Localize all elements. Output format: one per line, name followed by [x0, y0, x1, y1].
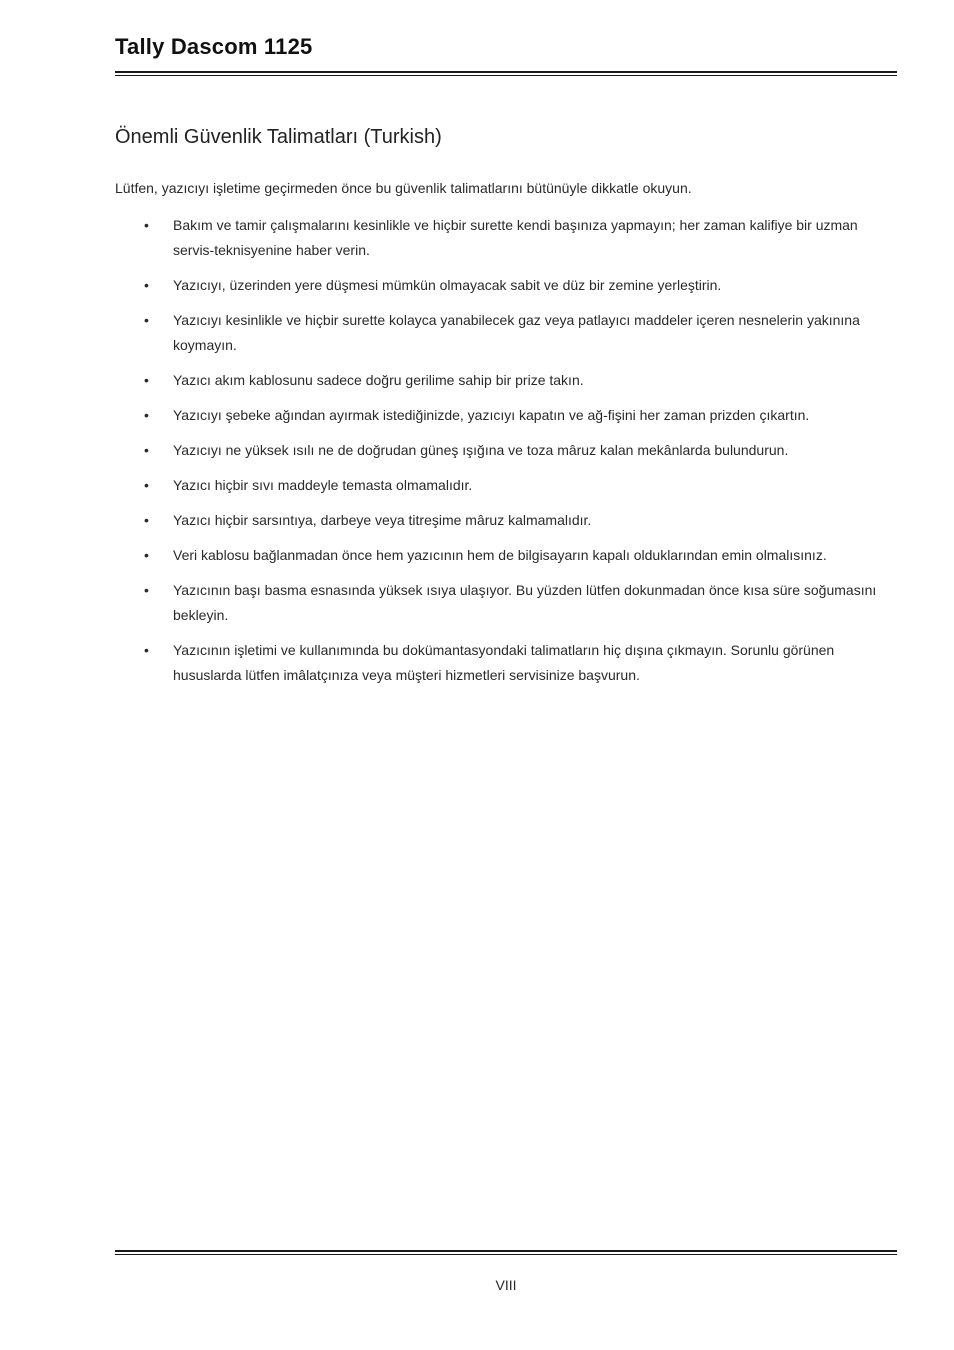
list-item — [0, 543, 890, 568]
list-item-text: Yazıcının işletimi ve kullanımında bu dokümantasyondaki talimatların hiç dışına çıkmayın. Sorunlu görünen hususlarda lütfen imâlatçınıza veya müşteri hizmetleri servisinize başvurun. — [173, 642, 835, 683]
list-item — [0, 213, 890, 263]
page-number: VIII — [495, 1277, 517, 1293]
bullet-icon: • — [144, 407, 149, 423]
document-title: Tally Dascom 1125 — [115, 34, 313, 59]
bullet-icon: • — [144, 372, 149, 388]
list-item — [0, 638, 890, 688]
list-item-text: Yazıcıyı, üzerinden yere düşmesi mümkün olmayacak sabit ve düz bir zemine yerleştirin. — [173, 277, 722, 293]
list-item — [0, 438, 890, 463]
list-item-text: Bakım ve tamir çalışmalarını kesinlikle ve hiçbir surette kendi başınıza yapmayın; her zaman kalifiye bir uzman servis-teknisyenine haber verin. — [173, 217, 858, 258]
section-heading: Önemli Güvenlik Talimatları (Turkish) — [115, 126, 442, 148]
bullet-icon: • — [144, 442, 149, 458]
footer-rule-top — [115, 1250, 897, 1252]
bullet-icon: • — [144, 312, 149, 328]
list-item-text: Yazıcıyı ne yüksek ısılı ne de doğrudan güneş ışığına ve toza mâruz kalan mekânlarda bulundurun. — [173, 442, 789, 458]
safety-instructions-list — [0, 213, 954, 698]
list-item — [0, 403, 890, 428]
list-item-text: Veri kablosu bağlanmadan önce hem yazıcının hem de bilgisayarın kapalı olduklarından emin olmalısınız. — [173, 547, 827, 563]
intro-paragraph: Lütfen, yazıcıyı işletime geçirmeden önce bu güvenlik talimatlarını bütünüyle dikkatle okuyun. — [115, 180, 692, 196]
footer-rule-bottom — [115, 1254, 897, 1255]
list-item-text: Yazıcıyı kesinlikle ve hiçbir surette kolayca yanabilecek gaz veya patlayıcı maddeler içeren nesnelerin yakınına koymayın. — [173, 312, 860, 353]
list-item-text: Yazıcı hiçbir sarsıntıya, darbeye veya titreşime mâruz kalmamalıdır. — [173, 512, 592, 528]
list-item — [0, 473, 890, 498]
bullet-icon: • — [144, 217, 149, 233]
header-rule-top — [115, 71, 897, 73]
list-item — [0, 308, 890, 358]
bullet-icon: • — [144, 277, 149, 293]
bullet-icon: • — [144, 477, 149, 493]
list-item — [0, 578, 890, 628]
bullet-icon: • — [144, 582, 149, 598]
list-item-text: Yazıcı hiçbir sıvı maddeyle temasta olmamalıdır. — [173, 477, 473, 493]
header-rule-bottom — [115, 75, 897, 76]
list-item-text: Yazıcının başı basma esnasında yüksek ısıya ulaşıyor. Bu yüzden lütfen dokunmadan önce kısa süre soğumasını bekleyin. — [173, 582, 877, 623]
list-item-text: Yazıcı akım kablosunu sadece doğru gerilime sahip bir prize takın. — [173, 372, 584, 388]
list-item — [0, 368, 890, 393]
list-item — [0, 508, 890, 533]
list-item — [0, 273, 890, 298]
bullet-icon: • — [144, 547, 149, 563]
list-item-text: Yazıcıyı şebeke ağından ayırmak istediğinizde, yazıcıyı kapatın ve ağ-fişini her zaman prizden çıkartın. — [173, 407, 810, 423]
bullet-icon: • — [144, 512, 149, 528]
bullet-icon: • — [144, 642, 149, 658]
